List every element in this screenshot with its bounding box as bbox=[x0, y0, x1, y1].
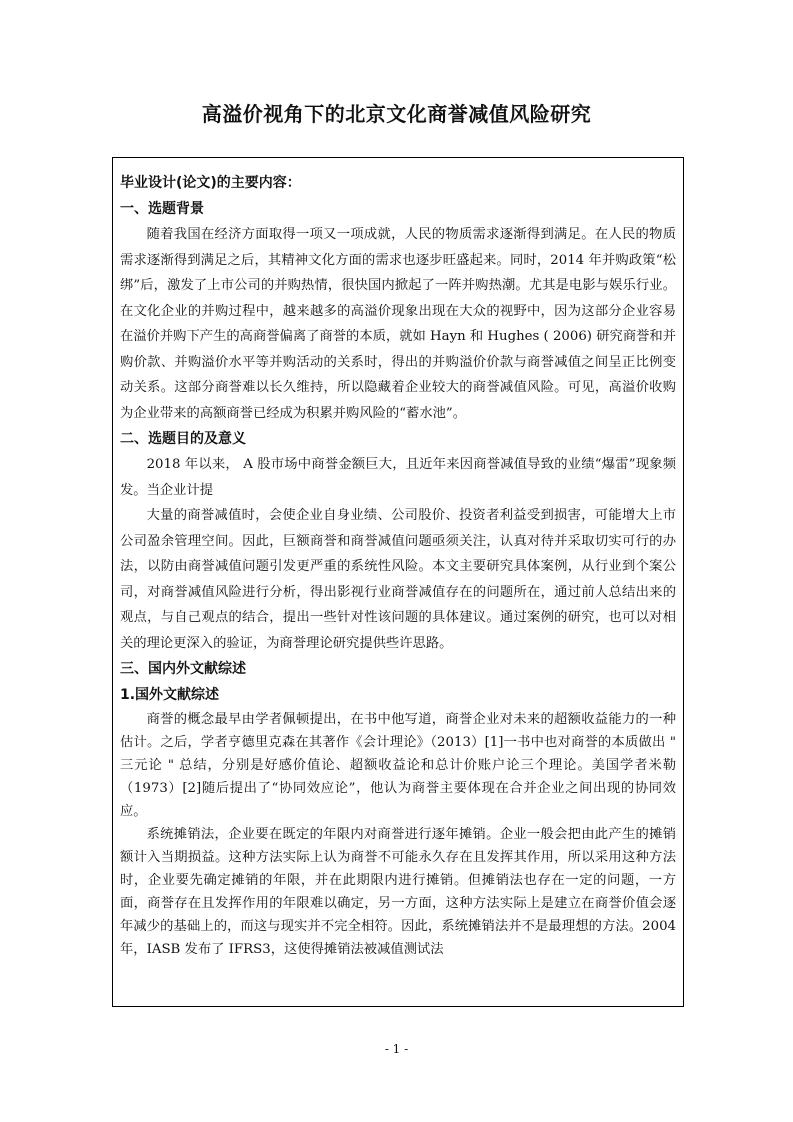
purpose-paragraph-1: 2018 年以来， A 股市场中商誉金额巨大，且近年来因商誉减值导致的业绩“爆雷”现象频发。当企业计提 bbox=[120, 457, 676, 498]
purpose-paragraph-2: 大量的商誉减值时，会使企业自身业绩、公司股价、投资者利益受到损害，可能增大上市公司盈余管理空间。因此，巨额商誉和商誉减值问题亟须关注，认真对待并采取切实可行的办法，以防由商誉减值问题引发更严重的系统性风险。本文主要研究具体案例，从行业到个案公司，对商誉减值风险进行分析，得出影视行业商誉减值存在的问题所在，通过前人总结出来的观点，与自己观点的结合，提出一些针对性该问题的具体建议。通过案例的研究，也可以对相关的理论更深入的验证，为商誉理论研究提供些许思路。 bbox=[120, 508, 676, 651]
literature-paragraph-2: 系统摊销法，企业要在既定的年限内对商誉进行逐年摊销。企业一般会把由此产生的摊销额计入当期损益。这种方法实际上认为商誉不可能永久存在且发挥其作用，所以采用这种方法时，企业要先确定摊销的年限，并在此期限内进行摊销。但摊销法也存在一定的问题，一方面，商誉存在且发挥作用的年限难以确定，另一方面，这种方法实际上是建立在商誉价值会逐年减少的基础上的，而这与现实并不完全相符。因此，系统摊销法并不是最理想的方法。2004 年，IASB 发布了 IFRS3，这使得摊销法被减值测试法 bbox=[120, 827, 676, 957]
background-paragraph: 随着我国在经济方面取得一项又一项成就，人民的物质需求逐渐得到满足。在人民的物质需求逐渐得到满足之后，其精神文化方面的需求也逐步旺盛起来。同时，2014 年并购政策“松绑”后，激发了上市公司的并购热情，很快国内掀起了一阵并购热潮。尤其是电影与娱乐行业。在文化企业的并购过程中，越来越多的高溢价现象出现在大众的视野中，因为这部分企业容易在溢价并购下产生的高商誉偏离了商誉的本质，就如 Hayn 和 Hughes ( 2006) 研究商誉和并购价款、并购溢价水平等并购活动的关系时，得出的并购溢价价款与商誉减值之间呈正比例变动关系。这部分商誉难以长久维持，所以隐藏着企业较大的商誉减值风险。可见，高溢价收购为企业带来的高额商誉已经成为积累并购风险的“蓄水池”。 bbox=[120, 227, 677, 421]
section-heading-background: 一、选题背景 bbox=[120, 201, 204, 217]
page-number: - 1 - bbox=[384, 1042, 409, 1056]
literature-paragraph-1: 商誉的概念最早由学者佩顿提出，在书中他写道，商誉企业对未来的超额收益能力的一种估计。之后，学者亨德里克森在其著作《会计理论》（2013）[1]一书中也对商誉的本质做出 " 三元论 " 总结，分别是好感价值论、超额收益论和总计价账户论三个理论。美国学者米勒（1973）[2]随后提出了“协同效应论”，他认为商誉主要体现在合并企业之间出现的协同效应。 bbox=[120, 712, 676, 819]
content-inner bbox=[120, 170, 676, 961]
content-box bbox=[112, 157, 684, 1007]
section-heading-purpose: 二、选题目的及意义 bbox=[120, 431, 246, 447]
section-heading-literature: 三、国内外文献综述 bbox=[120, 661, 246, 677]
box-header: 毕业设计(论文)的主要内容： bbox=[120, 175, 301, 191]
subheading-foreign-literature: 1.国外文献综述 bbox=[120, 687, 220, 703]
document-title: 高溢价视角下的北京文化商誉减值风险研究 bbox=[201, 102, 592, 126]
